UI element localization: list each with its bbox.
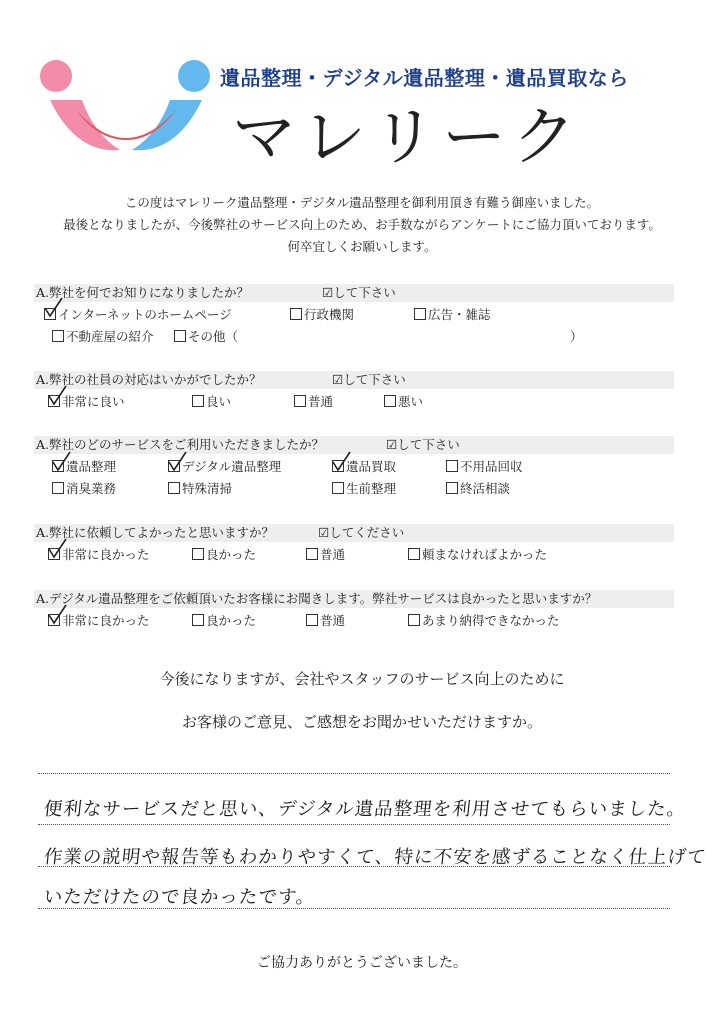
option-good[interactable]: 良かった xyxy=(192,545,256,563)
option-row xyxy=(34,476,674,498)
checkbox[interactable] xyxy=(192,614,204,626)
checkbox[interactable] xyxy=(414,308,426,320)
option-row xyxy=(34,542,674,564)
checkbox[interactable] xyxy=(332,482,344,494)
option-purchase[interactable]: 遺品買取 xyxy=(332,457,396,475)
comment-request-line: お客様のご意見、ご感想をお聞かせいただけますか。 xyxy=(181,713,542,731)
option-pre-death[interactable]: 生前整理 xyxy=(332,479,396,497)
option-special-cleaning[interactable]: 特殊清掃 xyxy=(168,479,232,497)
question-staff xyxy=(34,371,674,411)
option-should-not-have[interactable]: 頼まなければよかった xyxy=(408,545,547,563)
question-label: A.弊社に依頼してよかったと思いますか？ xyxy=(36,525,275,540)
option-normal[interactable]: 普通 xyxy=(294,392,333,410)
tagline: 遺品整理・デジタル遺品整理・遺品買取なら xyxy=(220,66,629,90)
handwritten-comment-line: 便利なサービスだと思い、デジタル遺品整理を利用させてもらいました。 xyxy=(42,799,688,820)
question-heading xyxy=(34,284,674,302)
option-very-good[interactable]: 非常に良かった xyxy=(48,545,150,563)
checkbox[interactable] xyxy=(306,614,318,626)
checkbox[interactable] xyxy=(306,548,318,560)
option-bad[interactable]: 悪い xyxy=(384,392,423,410)
option-very-good[interactable]: 非常に良い xyxy=(48,392,125,410)
comment-line xyxy=(38,824,670,825)
logo-mark xyxy=(36,54,216,164)
question-note: ☑して下さい xyxy=(332,372,406,387)
handwritten-comment-line: 作業の説明や報告等もわかりやすくて、特に不安を感ずることなく仕上げて xyxy=(42,847,708,868)
checkbox[interactable] xyxy=(408,614,420,626)
question-note: ☑してください xyxy=(318,525,405,540)
comment-line xyxy=(38,773,670,774)
other-close-paren: ） xyxy=(570,329,583,344)
question-satisfaction xyxy=(34,524,674,564)
checkbox[interactable] xyxy=(168,482,180,494)
question-note: ☑して下さい xyxy=(386,437,460,452)
option-normal[interactable]: 普通 xyxy=(306,611,345,629)
option-good[interactable]: 良い xyxy=(192,392,231,410)
intro-line: 何卒宜しくお願いします。 xyxy=(287,239,437,254)
check-mark-icon xyxy=(166,450,188,472)
checkbox[interactable] xyxy=(174,330,186,342)
intro-text xyxy=(0,192,724,258)
option-digital-estate[interactable]: デジタル遺品整理 xyxy=(168,457,281,475)
option-row xyxy=(34,302,674,324)
question-heading xyxy=(34,590,674,608)
question-label: A.デジタル遺品整理をご依頼頂いたお客様にお聞きします。弊社サービスは良かったと思いますか？ xyxy=(36,591,598,606)
option-not-satisfied[interactable]: あまり納得できなかった xyxy=(408,611,560,629)
check-mark-icon xyxy=(46,384,68,406)
option-end-of-life[interactable]: 終活相談 xyxy=(446,479,510,497)
checkbox[interactable] xyxy=(52,330,64,342)
checkbox[interactable] xyxy=(294,395,306,407)
option-government[interactable]: 行政機関 xyxy=(290,305,354,323)
question-digital xyxy=(34,590,674,630)
option-real-estate[interactable]: 不動産屋の紹介 xyxy=(52,327,154,345)
intro-line: 最後となりましたが、今後弊社のサービス向上のため、お手数ながらアンケートにご協力頂いております。 xyxy=(63,217,661,232)
option-very-good[interactable]: 非常に良かった xyxy=(48,611,150,629)
option-deodorize[interactable]: 消臭業務 xyxy=(52,479,116,497)
check-mark-icon xyxy=(330,450,352,472)
option-other[interactable]: その他（ xyxy=(174,327,238,345)
handwritten-comment-line: いただけたので良かったです。 xyxy=(42,887,317,908)
check-mark-icon xyxy=(46,537,68,559)
comment-line xyxy=(38,908,670,909)
brand-name: マレリーク xyxy=(232,101,582,175)
option-good[interactable]: 良かった xyxy=(192,611,256,629)
option-advertisement[interactable]: 広告・雑誌 xyxy=(414,305,491,323)
option-normal[interactable]: 普通 xyxy=(306,545,345,563)
question-heading xyxy=(34,436,674,454)
checkbox[interactable] xyxy=(192,395,204,407)
question-label: A.弊社を何でお知りになりましたか？ xyxy=(36,285,250,300)
comment-request-line: 今後になりますが、会社やスタッフのサービス向上のために xyxy=(159,670,565,688)
checkbox[interactable] xyxy=(290,308,302,320)
check-mark-icon xyxy=(46,603,68,625)
option-junk-removal[interactable]: 不用品回収 xyxy=(446,457,523,475)
comment-line xyxy=(38,866,670,867)
question-label: A.弊社の社員の対応はいかがでしたか？ xyxy=(36,372,262,387)
checkbox[interactable] xyxy=(446,482,458,494)
check-mark-icon xyxy=(42,296,64,318)
question-label: A.弊社のどのサービスをご利用いただきましたか？ xyxy=(36,437,325,452)
option-internet[interactable]: インターネットのホームページ xyxy=(44,305,232,323)
checkbox[interactable] xyxy=(52,482,64,494)
checkbox[interactable] xyxy=(408,548,420,560)
option-row xyxy=(34,454,674,476)
question-note: ☑して下さい xyxy=(322,285,396,300)
option-estate-clearing[interactable]: 遺品整理 xyxy=(52,457,116,475)
closing-thanks: ご協力ありがとうございました。 xyxy=(257,955,467,971)
option-row xyxy=(34,324,674,346)
checkbox[interactable] xyxy=(446,460,458,472)
intro-line: この度はマレリーク遺品整理・デジタル遺品整理を御利用頂き有難う御座いました。 xyxy=(124,195,600,210)
question-heading xyxy=(34,371,674,389)
question-source xyxy=(34,284,674,346)
check-mark-icon xyxy=(50,450,72,472)
question-services xyxy=(34,436,674,498)
checkbox[interactable] xyxy=(384,395,396,407)
option-row xyxy=(34,608,674,630)
option-row xyxy=(34,389,674,411)
question-heading xyxy=(34,524,674,542)
checkbox[interactable] xyxy=(192,548,204,560)
